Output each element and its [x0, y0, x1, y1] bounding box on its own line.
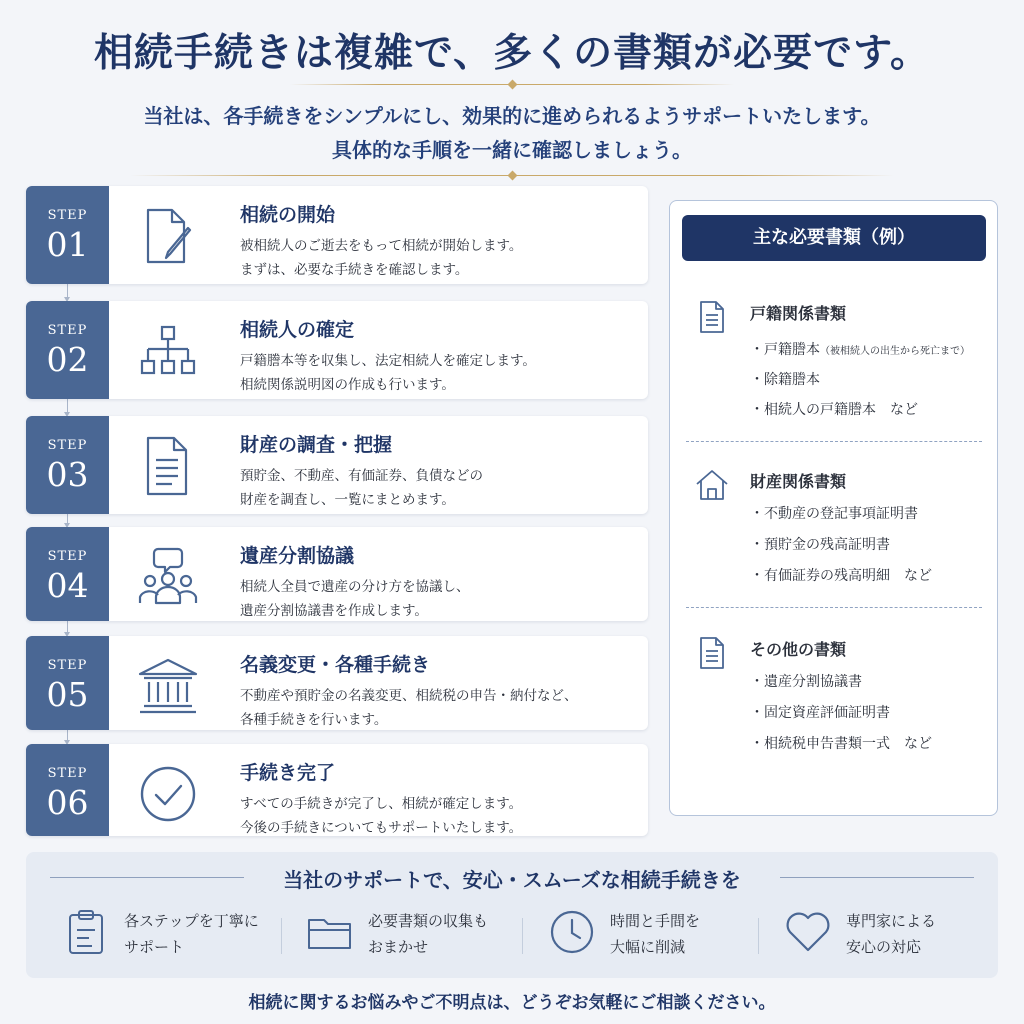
- step-description-line: 相続人全員で遺産の分け方を協議し、: [240, 579, 470, 595]
- document-list-icon: [136, 434, 200, 498]
- section-item-note: （被相続人の出生から死亡まで）: [820, 346, 970, 357]
- step-description-line: すべての手続きが完了し、相続が確定します。: [240, 796, 523, 812]
- support-feature-line: 専門家による: [846, 912, 937, 930]
- section-item: ・遺産分割協議書: [750, 674, 862, 690]
- step-number: 04: [46, 566, 89, 605]
- step-description: [240, 349, 536, 397]
- documents-panel-header: 主な必要書類（例）: [682, 215, 986, 261]
- step-connector: [67, 399, 68, 415]
- step-number: 03: [46, 455, 89, 494]
- step-description-line: まずは、必要な手続きを確認します。: [240, 262, 469, 278]
- support-title: 当社のサポートで、安心・スムーズな相続手続きを: [283, 868, 741, 892]
- page-title: 相続手続きは複雑で、多くの書類が必要です。: [93, 30, 931, 76]
- step-connector: [67, 621, 68, 635]
- step-label: STEP: [47, 549, 88, 564]
- step-label: STEP: [47, 658, 88, 673]
- step-badge: [26, 301, 109, 399]
- step-connector: [67, 729, 68, 743]
- step-label: STEP: [47, 438, 88, 453]
- step-description: [240, 575, 470, 621]
- step-label: STEP: [47, 323, 88, 338]
- bank-building-icon: [136, 654, 200, 718]
- step-title: 遺産分割協議: [240, 545, 355, 567]
- subtitle-divider-ornament: [508, 171, 518, 181]
- org-chart-icon: [136, 319, 200, 383]
- support-feature-text: [610, 908, 700, 960]
- check-circle-icon: [136, 762, 200, 826]
- section-title: 財産関係書類: [750, 472, 847, 491]
- step-description-line: 預貯金、不動産、有価証券、負債などの: [240, 468, 483, 484]
- document-icon: [694, 635, 730, 671]
- house-icon: [694, 467, 730, 503]
- step-card-01: [26, 186, 648, 284]
- step-description-line: 戸籍謄本等を収集し、法定相続人を確定します。: [240, 353, 536, 369]
- step-title: 相続の開始: [240, 204, 336, 226]
- section-item: [750, 339, 970, 359]
- step-badge: [26, 744, 109, 836]
- title-divider-ornament: [508, 80, 518, 90]
- feature-divider: [522, 918, 523, 954]
- section-item-text: ・戸籍謄本: [750, 342, 820, 358]
- section-item: ・固定資産評価証明書: [750, 705, 890, 721]
- folder-icon: [306, 908, 354, 956]
- section-title: その他の書類: [750, 640, 847, 659]
- step-description-line: 不動産や預貯金の名義変更、相続税の申告・納付など、: [240, 688, 578, 704]
- support-feature-text: [846, 908, 936, 960]
- clock-icon: [548, 908, 596, 956]
- step-badge: [26, 186, 109, 284]
- step-description: [240, 684, 578, 730]
- section-item: ・不動産の登記事項証明書: [750, 506, 918, 522]
- footer-message: 相続に関するお悩みやご不明点は、どうぞお気軽にご相談ください。: [248, 993, 776, 1013]
- step-card-03: [26, 416, 648, 514]
- support-feature-line: 大幅に削減: [610, 938, 686, 956]
- section-item: ・除籍謄本: [750, 372, 820, 388]
- step-title: 財産の調査・把握: [240, 434, 393, 456]
- document-pen-icon: [136, 204, 200, 268]
- support-feature-text: [368, 908, 488, 960]
- step-description-line: 各種手続きを行います。: [240, 712, 388, 728]
- step-title: 相続人の確定: [240, 319, 355, 341]
- subtitle-line-1: 当社は、各手続きをシンプルにし、効果的に進められるようサポートいたします。: [143, 104, 881, 128]
- section-divider: [686, 441, 982, 442]
- step-description: [240, 234, 522, 282]
- step-number: 02: [46, 340, 89, 379]
- support-feature-text: [124, 908, 259, 960]
- support-feature-line: 安心の対応: [846, 938, 922, 956]
- feature-divider: [281, 918, 282, 954]
- step-number: 01: [46, 225, 89, 264]
- step-badge: [26, 527, 109, 621]
- document-icon: [694, 299, 730, 335]
- support-feature-line: おまかせ: [368, 938, 429, 956]
- section-item: ・有価証券の残高明細 など: [750, 568, 932, 584]
- step-card-06: [26, 744, 648, 836]
- support-feature-line: 必要書類の収集も: [368, 912, 489, 930]
- section-item: ・相続税申告書類一式 など: [750, 736, 932, 752]
- step-description: [240, 464, 483, 512]
- step-number: 05: [46, 675, 89, 714]
- step-badge: [26, 636, 109, 730]
- step-card-04: [26, 527, 648, 621]
- support-feature-line: 各ステップを丁寧に: [124, 912, 259, 930]
- heart-icon: [784, 908, 832, 956]
- section-item: ・相続人の戸籍謄本 など: [750, 402, 918, 418]
- feature-divider: [758, 918, 759, 954]
- step-connector: [67, 512, 68, 526]
- step-description-line: 被相続人のご逝去をもって相続が開始します。: [240, 238, 523, 254]
- step-description-line: 遺産分割協議書を作成します。: [240, 603, 428, 619]
- step-card-05: [26, 636, 648, 730]
- group-discussion-icon: [136, 545, 200, 609]
- required-documents-panel: [669, 200, 998, 816]
- step-label: STEP: [47, 766, 88, 781]
- support-banner: [26, 852, 998, 978]
- step-description-line: 相続関係説明図の作成も行います。: [240, 377, 455, 393]
- support-feature-line: 時間と手間を: [610, 912, 701, 930]
- section-title: 戸籍関係書類: [750, 304, 847, 323]
- step-description-line: 財産を調査し、一覧にまとめます。: [240, 492, 455, 508]
- support-feature-line: サポート: [124, 938, 185, 956]
- step-badge: [26, 416, 109, 514]
- step-number: 06: [46, 783, 89, 822]
- step-title: 手続き完了: [240, 762, 336, 784]
- step-description: [240, 792, 522, 836]
- section-item: ・預貯金の残高証明書: [750, 537, 890, 553]
- clipboard-icon: [62, 908, 110, 956]
- step-connector: [67, 284, 68, 300]
- step-card-02: [26, 301, 648, 399]
- subtitle-line-2: 具体的な手順を一緒に確認しましょう。: [332, 138, 692, 162]
- section-divider: [686, 607, 982, 608]
- step-description-line: 今後の手続きについてもサポートいたします。: [240, 820, 523, 836]
- step-label: STEP: [47, 208, 88, 223]
- step-title: 名義変更・各種手続き: [240, 654, 431, 676]
